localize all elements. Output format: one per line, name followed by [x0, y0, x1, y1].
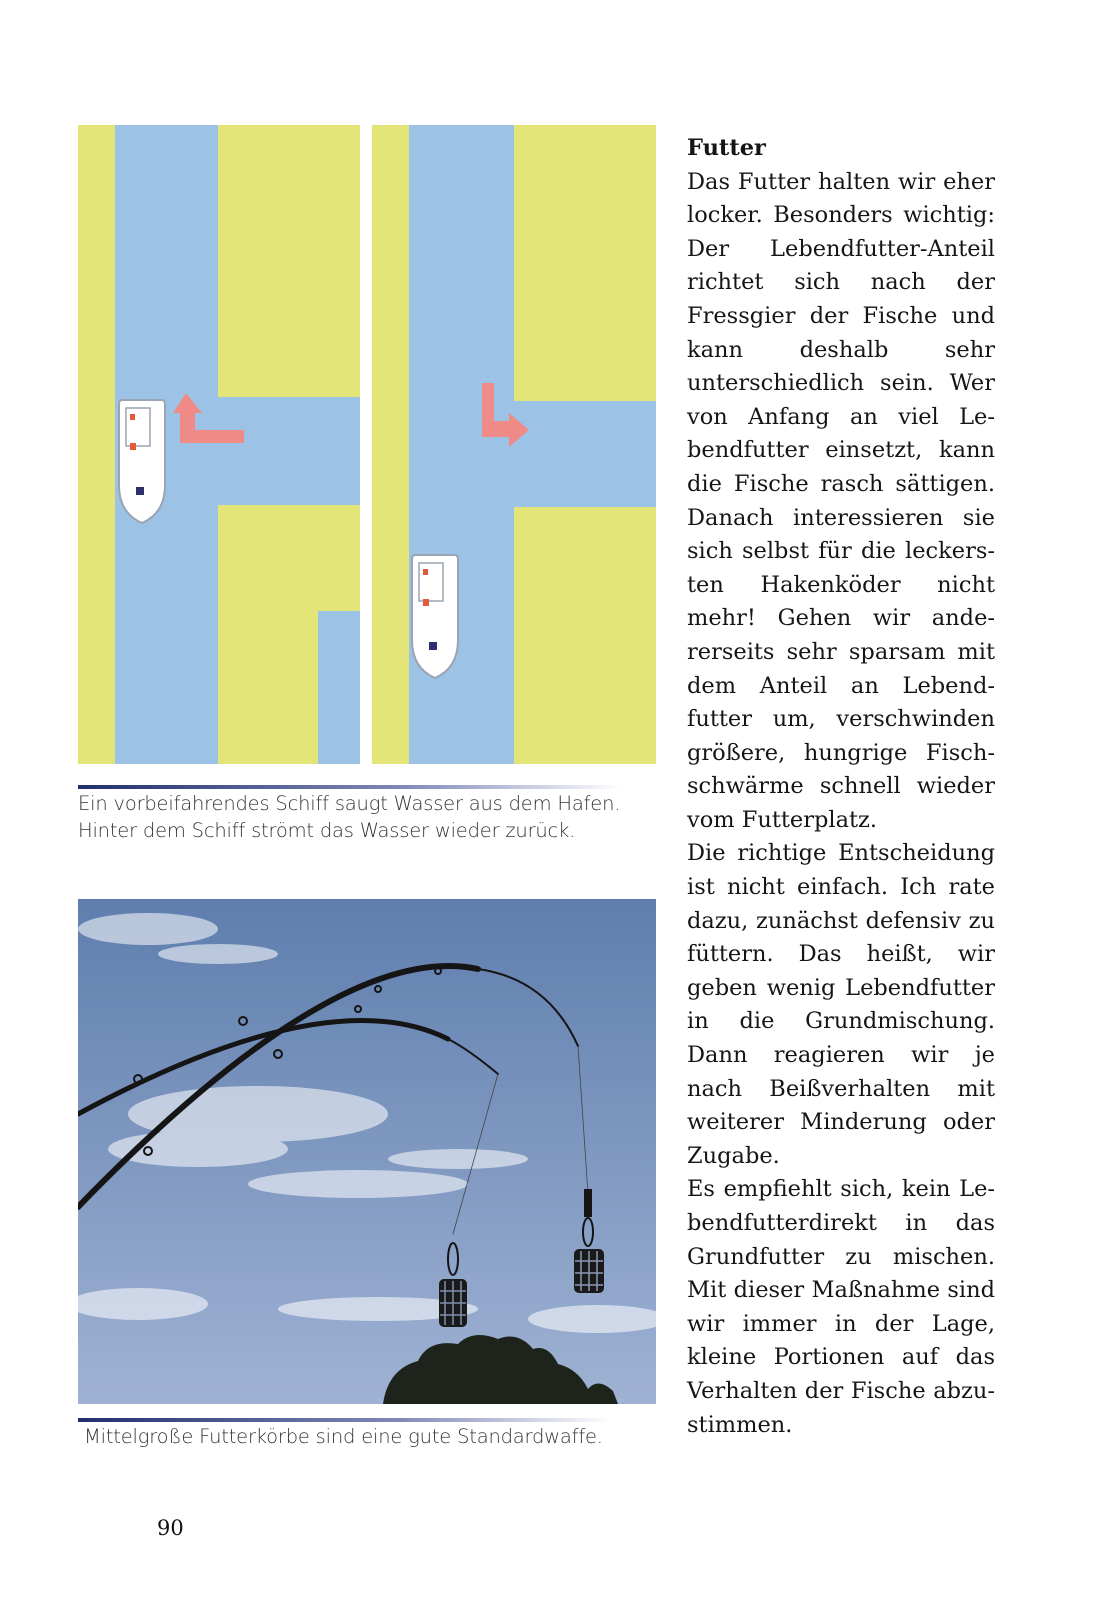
- article-paragraph: Das Futter halten wir eher locker. Besonders wichtig: Der Lebendfutter-Anteil richtet sich nach der Fressgier der Fische und kann deshalb sehr unterschiedlich sein. Wer von Anfang an viel Lebendfutter einsetzt, kann die Fische rasch sättigen. Danach interessieren sie sich selbst für die leckersten Hakenköder nicht mehr! Gehen wir andererseits sehr sparsam mit dem Anteil an Lebendfutter um, verschwinden größere, hungrige Fischschwärme schnell wieder vom Futterplatz.: [687, 168, 995, 833]
- article-paragraph: Es empfiehlt sich, kein Lebendfutterdirekt in das Grundfutter zu mischen. Mit dieser Maßnahme sind wir immer in der Lage, kleine Portionen auf das Verhalten der Fische abzustimmen.: [687, 1176, 995, 1438]
- boat-icon: [119, 400, 165, 523]
- caption-rule: [78, 785, 622, 789]
- feeder-photo-caption: Mittelgroße Futterkörbe sind eine gute Standardwaffe.: [84, 1425, 603, 1448]
- article-paragraph: Die richtige Entscheidung ist nicht einfach. Ich rate dazu, zunächst defensiv zu füttern. Das heißt, wir geben wenig Lebendfutter in die Grundmischung. Dann reagieren wir je nach Beißverhalten mit weiterer Minderung oder Zugabe.: [687, 840, 995, 1169]
- diagram-panel-left: [78, 125, 360, 764]
- harbor-current-diagram: [78, 125, 656, 764]
- harbor-diagram-caption: Ein vorbeifahrendes Schiff saugt Wasser aus dem Hafen. Hinter dem Schiff strömt das Wasser wieder zurück.: [78, 792, 621, 842]
- feeder-rods-photo: [78, 899, 656, 1404]
- diagram-panel-right: [372, 125, 656, 764]
- caption-rule: [78, 1418, 612, 1422]
- boat-icon: [412, 555, 458, 678]
- page-number: 90: [157, 1516, 184, 1540]
- article-text-column: [687, 132, 995, 1442]
- section-heading: Futter: [687, 135, 766, 161]
